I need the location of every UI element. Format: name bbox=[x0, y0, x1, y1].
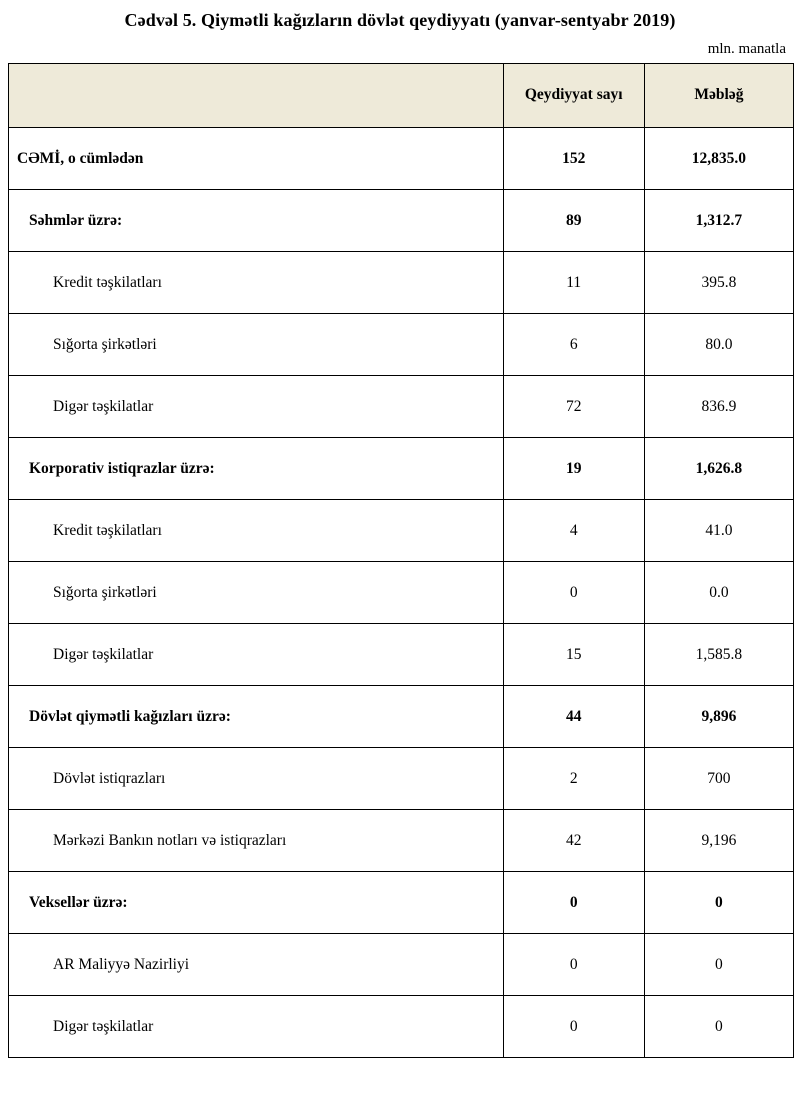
row-label: Mərkəzi Bankın notları və istiqrazları bbox=[9, 810, 504, 872]
row-registration-count: 19 bbox=[503, 438, 644, 500]
row-amount: 836.9 bbox=[644, 376, 793, 438]
header-registration-count: Qeydiyyat sayı bbox=[503, 64, 644, 128]
table-row bbox=[9, 624, 794, 686]
row-amount: 395.8 bbox=[644, 252, 793, 314]
table-body bbox=[9, 128, 794, 1058]
row-registration-count: 4 bbox=[503, 500, 644, 562]
row-amount: 9,196 bbox=[644, 810, 793, 872]
table-header-row bbox=[9, 64, 794, 128]
row-registration-count: 0 bbox=[503, 562, 644, 624]
row-registration-count: 11 bbox=[503, 252, 644, 314]
row-label: Dövlət qiymətli kağızları üzrə: bbox=[9, 686, 504, 748]
table-row bbox=[9, 872, 794, 934]
row-amount: 1,312.7 bbox=[644, 190, 793, 252]
row-amount: 0 bbox=[644, 996, 793, 1058]
row-label: Dövlət istiqrazları bbox=[9, 748, 504, 810]
securities-registration-table bbox=[8, 63, 794, 1058]
table-row bbox=[9, 128, 794, 190]
row-registration-count: 2 bbox=[503, 748, 644, 810]
page-title: Cədvəl 5. Qiymətli kağızların dövlət qeydiyyatı (yanvar-sentyabr 2019) bbox=[124, 10, 676, 30]
table-row bbox=[9, 190, 794, 252]
row-registration-count: 0 bbox=[503, 934, 644, 996]
row-amount: 700 bbox=[644, 748, 793, 810]
row-registration-count: 15 bbox=[503, 624, 644, 686]
table-row bbox=[9, 252, 794, 314]
table-row bbox=[9, 748, 794, 810]
row-registration-count: 89 bbox=[503, 190, 644, 252]
row-registration-count: 42 bbox=[503, 810, 644, 872]
row-amount: 0 bbox=[644, 934, 793, 996]
row-amount: 1,585.8 bbox=[644, 624, 793, 686]
table-row bbox=[9, 810, 794, 872]
row-label: Sığorta şirkətləri bbox=[9, 314, 504, 376]
table-row bbox=[9, 438, 794, 500]
table-row bbox=[9, 314, 794, 376]
row-registration-count: 72 bbox=[503, 376, 644, 438]
row-label: Kredit təşkilatları bbox=[9, 252, 504, 314]
row-label: Korporativ istiqrazlar üzrə: bbox=[9, 438, 504, 500]
unit-label: mln. manatla bbox=[707, 41, 786, 57]
row-amount: 9,896 bbox=[644, 686, 793, 748]
corner-cell bbox=[9, 64, 504, 128]
table-row bbox=[9, 500, 794, 562]
row-registration-count: 0 bbox=[503, 872, 644, 934]
row-label: Digər təşkilatlar bbox=[9, 624, 504, 686]
row-label: AR Maliyyə Nazirliyi bbox=[9, 934, 504, 996]
row-amount: 0.0 bbox=[644, 562, 793, 624]
row-label: Sığorta şirkətləri bbox=[9, 562, 504, 624]
row-label: Səhmlər üzrə: bbox=[9, 190, 504, 252]
row-amount: 80.0 bbox=[644, 314, 793, 376]
row-label: Digər təşkilatlar bbox=[9, 376, 504, 438]
table-row bbox=[9, 996, 794, 1058]
row-label: Digər təşkilatlar bbox=[9, 996, 504, 1058]
row-amount: 1,626.8 bbox=[644, 438, 793, 500]
row-registration-count: 152 bbox=[503, 128, 644, 190]
row-amount: 0 bbox=[644, 872, 793, 934]
header-amount: Məbləğ bbox=[644, 64, 793, 128]
row-registration-count: 6 bbox=[503, 314, 644, 376]
row-label: Kredit təşkilatları bbox=[9, 500, 504, 562]
row-label: CƏMİ, o cümlədən bbox=[9, 128, 504, 190]
row-amount: 41.0 bbox=[644, 500, 793, 562]
row-registration-count: 44 bbox=[503, 686, 644, 748]
row-label: Veksellər üzrə: bbox=[9, 872, 504, 934]
row-registration-count: 0 bbox=[503, 996, 644, 1058]
row-amount: 12,835.0 bbox=[644, 128, 793, 190]
table-row bbox=[9, 686, 794, 748]
table-row bbox=[9, 376, 794, 438]
table-row bbox=[9, 934, 794, 996]
table-row bbox=[9, 562, 794, 624]
